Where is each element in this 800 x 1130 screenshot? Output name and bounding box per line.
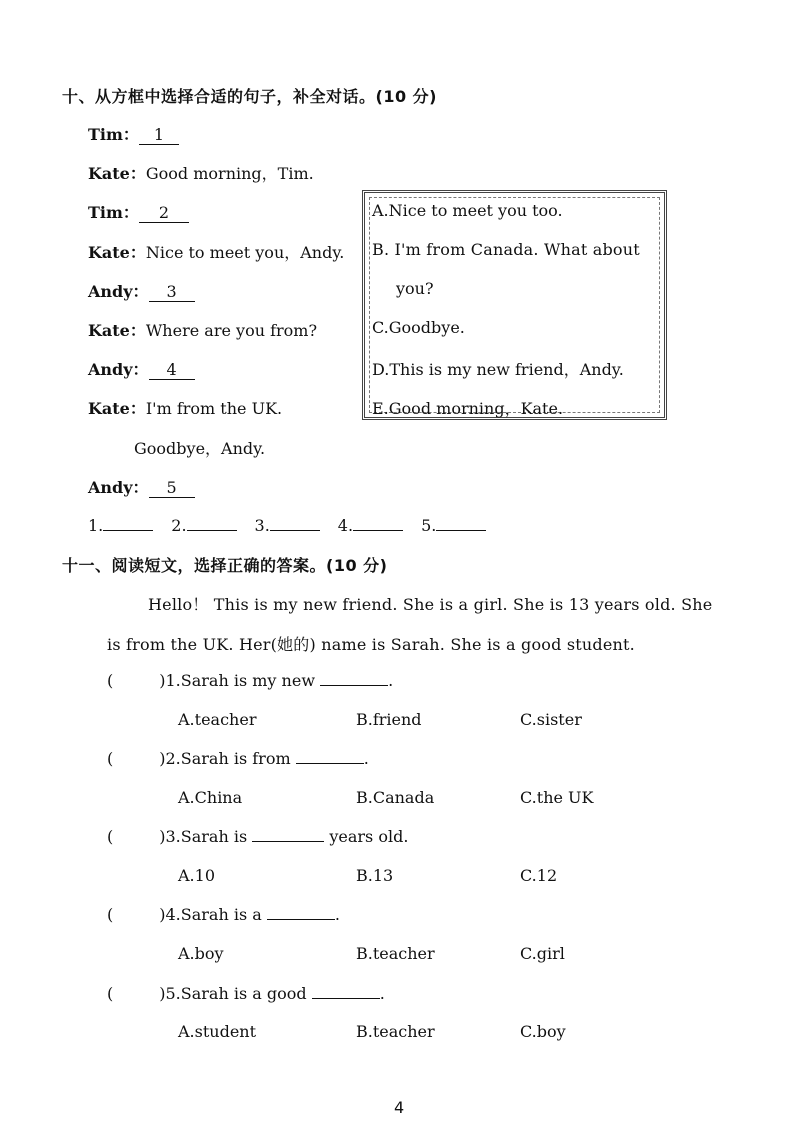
answer-paren-open: ( [107, 827, 114, 846]
speaker-label: Kate： [88, 164, 146, 183]
dialogue-line-5 [88, 279, 195, 302]
section-10-heading: 十、从方框中选择合适的句子，补全对话。(10 分) [62, 87, 437, 106]
speaker-label: Tim： [88, 125, 139, 144]
question-text: 1.Sarah is my new [165, 671, 316, 690]
option-c: C.Goodbye. [372, 318, 465, 337]
answer-blank[interactable]: 4 [149, 361, 195, 380]
answer-field-5[interactable] [436, 530, 486, 531]
option-b-continued: you? [396, 279, 434, 298]
question-text: 4.Sarah is a [165, 905, 262, 924]
options-box [362, 190, 667, 420]
question-blank[interactable] [267, 919, 335, 920]
question-5 [107, 984, 385, 1003]
answer-label: 5. [421, 516, 437, 535]
dialogue-line-7 [88, 357, 195, 380]
passage-line-2: is from the UK. Her(她的) name is Sarah. She is a good student. [107, 635, 635, 654]
option-b: B.teacher [356, 944, 435, 963]
question-tail: years old. [329, 827, 409, 846]
dialogue-line-1 [88, 122, 179, 145]
answer-field-3[interactable] [270, 530, 320, 531]
answer-paren-open: ( [107, 905, 114, 924]
question-1-options [178, 710, 582, 729]
question-text: 5.Sarah is a good [165, 984, 307, 1003]
speaker-label: Kate： [88, 243, 146, 262]
options-box-border [369, 197, 660, 413]
question-blank[interactable] [252, 841, 324, 842]
option-c: C.boy [520, 1022, 566, 1041]
dialogue-line-9 [134, 436, 265, 459]
dialogue-text: Good morning，Tim. [145, 164, 314, 183]
answer-blank[interactable]: 5 [149, 479, 195, 498]
option-a: A.boy [178, 944, 224, 963]
answer-row [88, 516, 486, 535]
speaker-label: Tim： [88, 203, 139, 222]
option-b: B.Canada [356, 788, 435, 807]
option-c: C.12 [520, 866, 558, 885]
answer-paren-close: ) [159, 984, 166, 1003]
answer-label: 2. [171, 516, 187, 535]
option-a: A.China [178, 788, 243, 807]
question-1 [107, 671, 393, 690]
option-a: A.teacher [178, 710, 257, 729]
question-text: 3.Sarah is [165, 827, 248, 846]
question-5-options [178, 1022, 566, 1041]
question-blank[interactable] [320, 685, 388, 686]
speaker-label: Kate： [88, 399, 146, 418]
dialogue-line-2 [88, 161, 314, 184]
option-e: E.Good morning，Kate. [372, 399, 564, 418]
answer-field-4[interactable] [353, 530, 403, 531]
answer-blank[interactable]: 2 [139, 204, 189, 223]
option-c: C.the UK [520, 788, 594, 807]
option-d: D.This is my new friend，Andy. [372, 360, 624, 379]
answer-paren-close: ) [159, 827, 166, 846]
dialogue-text: I'm from the UK. [145, 399, 283, 418]
question-blank[interactable] [312, 998, 380, 999]
answer-paren-open: ( [107, 749, 114, 768]
page-number: 4 [394, 1098, 405, 1117]
question-text: 2.Sarah is from [165, 749, 291, 768]
speaker-label: Kate： [88, 321, 146, 340]
question-4-options [178, 944, 565, 963]
answer-paren-close: ) [159, 749, 166, 768]
speaker-label: Andy： [88, 282, 149, 301]
answer-field-1[interactable] [103, 530, 153, 531]
dialogue-line-8 [88, 396, 282, 419]
question-tail: . [363, 749, 369, 768]
answer-paren-open: ( [107, 671, 114, 690]
speaker-label: Andy： [88, 478, 149, 497]
answer-paren-open: ( [107, 984, 114, 1003]
option-b: B.friend [356, 710, 422, 729]
dialogue-text: Where are you from? [145, 321, 318, 340]
option-c: C.sister [520, 710, 582, 729]
dialogue-line-6 [88, 318, 317, 341]
answer-paren-close: ) [159, 905, 166, 924]
option-c: C.girl [520, 944, 565, 963]
option-a: A.10 [178, 866, 215, 885]
dialogue-line-10 [88, 475, 195, 498]
answer-blank[interactable]: 1 [139, 126, 179, 145]
dialogue-text: Goodbye，Andy. [134, 439, 266, 458]
option-b: B. I'm from Canada. What about [372, 240, 640, 259]
answer-label: 4. [337, 516, 354, 535]
question-4 [107, 905, 340, 924]
option-a: A.Nice to meet you too. [372, 201, 563, 220]
option-b: B.13 [356, 866, 394, 885]
speaker-label: Andy： [88, 360, 149, 379]
dialogue-line-3 [88, 200, 189, 223]
option-b: B.teacher [356, 1022, 435, 1041]
dialogue-line-4 [88, 240, 344, 263]
answer-blank[interactable]: 3 [149, 283, 195, 302]
question-tail: . [379, 984, 385, 1003]
question-3-options [178, 866, 557, 885]
section-11-heading: 十一、阅读短文，选择正确的答案。(10 分) [62, 556, 388, 575]
answer-label: 1. [88, 516, 104, 535]
dialogue-text: Nice to meet you，Andy. [145, 243, 345, 262]
answer-field-2[interactable] [187, 530, 237, 531]
question-3 [107, 827, 408, 846]
question-2 [107, 749, 369, 768]
answer-paren-close: ) [159, 671, 166, 690]
question-tail: . [334, 905, 340, 924]
question-2-options [178, 788, 593, 807]
answer-label: 3. [254, 516, 270, 535]
question-blank[interactable] [296, 763, 364, 764]
question-tail: . [388, 671, 394, 690]
passage-line-1: Hello！ This is my new friend. She is a girl. She is 13 years old. She [148, 595, 713, 614]
option-a: A.student [178, 1022, 257, 1041]
